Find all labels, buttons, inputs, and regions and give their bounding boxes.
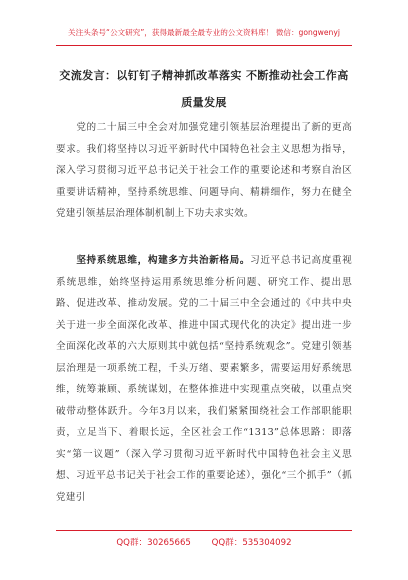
paragraph-2-lead: 坚持系统思维，构建多方共治新格局。 [76, 255, 251, 266]
footer [0, 536, 408, 548]
header-divider [56, 45, 352, 46]
footer-qq-group-2: QQ群：535304092 [211, 538, 292, 548]
document-title-line-2: 质量发展 [181, 96, 227, 109]
header-banner: 关注头条号“公文研究”，获得最新最全最专业的公文资料库！ 微信：gongwenyj [68, 28, 340, 37]
paragraph-2-text: 习近平总书记高度重视系统思维，始终坚持运用系统思维分析问题、研究工作、提出思路、促进改革、推动发展。党的二十届三中全会通过的《中共中央关于进一步全面深化改革、推进中国式现代化的决定》提出进一步全面深化改革的六大原则其中就包括“坚持系统观念”。党建引领基层治理是一项系统工程，千头万绪、要素繁多，需要运用好系统思维，统筹兼顾、系统谋划，在整体推进中实现重点突破，以重点突破带动整体跃升。今年3月以来，我们紧紧围绕社会工作部职能职责，立足当下、着眼长远，全区社会工作“1313”总体思路：即落实“第一议题”（深入学习贯彻习近平新时代中国特色社会主义思想、习近平总书记关于社会工作的重要论述），强化“三个抓手”（抓党建引 [56, 255, 352, 503]
paragraph-1-text: 党的二十届三中全会对加强党建引领基层治理提出了新的更高要求。我们将坚持以习近平新时代中国特色社会主义思想为指导，深入学习贯彻习近平总书记关于社会工作的重要论述和考察自治区重要讲话精神，坚持系统思维、问题导向、精耕细作，努力在健全党建引领基层治理体制机制上下功夫求实效。 [56, 122, 352, 219]
paragraph-2 [56, 250, 352, 508]
paragraph-1 [56, 117, 352, 225]
footer-divider [56, 530, 352, 531]
footer-qq-group-1: QQ群：30265665 [116, 538, 191, 548]
document-title [56, 62, 352, 116]
document-title-line-1: 交流发言：以钉钉子精神抓改革落实 不断推动社会工作高 [59, 69, 349, 82]
